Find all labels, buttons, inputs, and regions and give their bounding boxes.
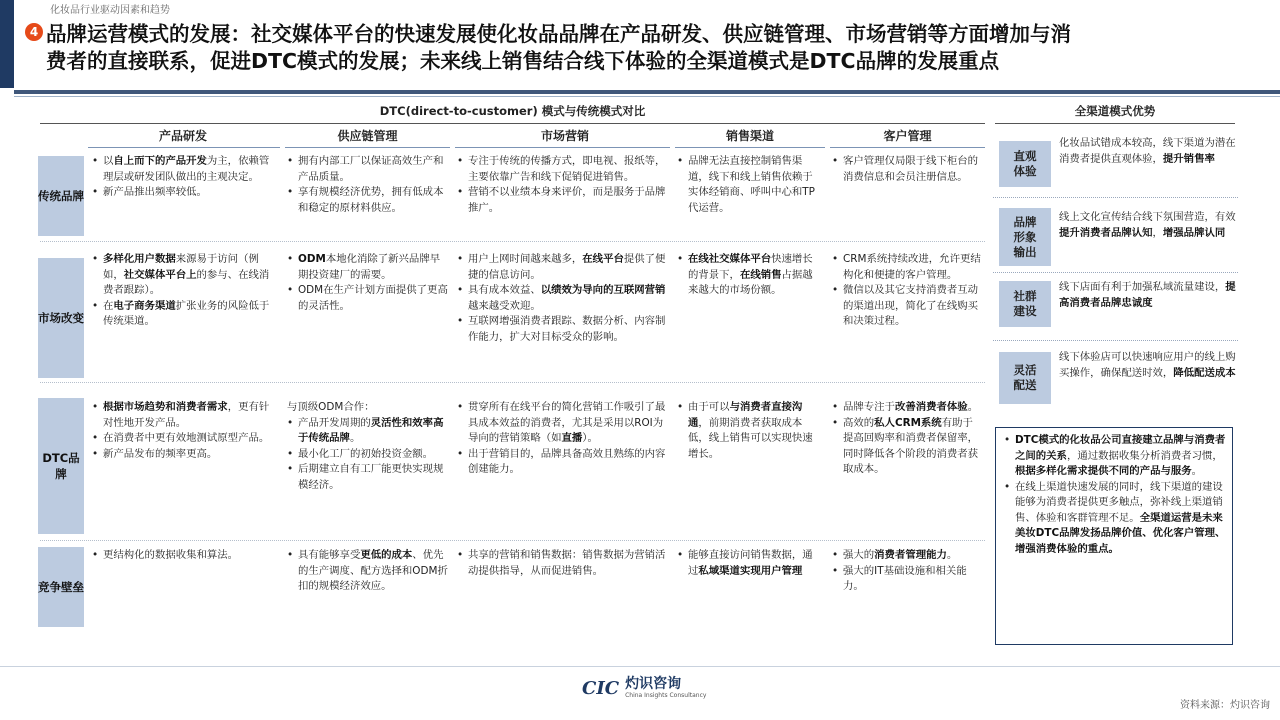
column-header-supply-chain: 供应链管理 xyxy=(337,129,398,143)
breadcrumb: 化妆品行业驱动因素和趋势 xyxy=(50,5,170,16)
advantage-separator xyxy=(993,272,1238,273)
advantage-label-brand-image: 品牌形象输出 xyxy=(999,208,1051,266)
row-label-barrier: 竞争壁垒 xyxy=(38,547,84,627)
advantage-label-community: 社群建设 xyxy=(999,281,1051,327)
cell-barrier-marketing: • 共享的营销和销售数据：销售数据为营销活动提供指导，从而促进销售。 xyxy=(457,548,669,579)
cell-traditional-supply-chain: • 拥有内部工厂以保证高效生产和产品质量。 • 享有规模经济优势，拥有低成本和稳定的原材料供应。 xyxy=(287,154,450,216)
advantages-title-rule xyxy=(995,123,1235,124)
advantage-separator xyxy=(993,340,1238,341)
table-title-rule xyxy=(40,123,985,124)
cell-change-product-rd: • 多样化用户数据来源易于访问（例如，社交媒体平台上的参与、在线消费者跟踪）。 • 在电子商务渠道扩张业务的风险低于传统渠道。 xyxy=(92,252,278,330)
cell-traditional-customer-mgmt: • 客户管理仅局限于线下柜台的消费信息和会员注册信息。 xyxy=(832,154,982,185)
column-header-underline xyxy=(675,147,825,148)
cell-barrier-customer-mgmt: • 强大的消费者管理能力。 • 强大的IT基础设施和相关能力。 xyxy=(832,548,982,595)
source-note: 资料来源：灼识咨询 xyxy=(1180,700,1270,711)
cell-barrier-supply-chain: • 具有能够享受更低的成本、优先的生产调度、配方选择和ODM折扣的规模经济效应。 xyxy=(287,548,450,595)
cell-change-customer-mgmt: • CRM系统持续改进，允许更结构化和便捷的客户管理。 • 微信以及其它支持消费者互动的渠道出现，简化了在线购买和决策过程。 xyxy=(832,252,982,330)
advantage-text-experience: 化妆品试错成本较高，线下渠道为潜在消费者提供直观体验，提升销售率 xyxy=(1059,137,1236,165)
cell-traditional-product-rd: • 以自上而下的产品开发为主，依赖管理层或研发团队做出的主观决定。 • 新产品推出频率较低。 xyxy=(92,154,278,201)
advantage-text-brand-image: 线上文化宣传结合线下氛围营造，有效提升消费者品牌认知，增强品牌认同 xyxy=(1059,211,1236,239)
row-label-traditional: 传统品牌 xyxy=(38,156,84,236)
advantage-label-delivery: 灵活配送 xyxy=(999,352,1051,404)
cell-dtc-customer-mgmt: • 品牌专注于改善消费者体验。 • 高效的私人CRM系统有助于提高回购率和消费者保留率，同时降低各个阶段的消费者获取成本。 xyxy=(832,400,982,478)
cell-dtc-product-rd: • 根据市场趋势和消费者需求，更有针对性地开发产品。 • 在消费者中更有效地测试原型产品。 • 新产品发布的频率更高。 xyxy=(92,400,278,462)
cell-change-marketing: • 用户上网时间越来越多，在线平台提供了便捷的信息访问。 • 具有成本效益、以绩效为导向的互联网营销越来越受欢迎。 • 互联网增强消费者跟踪、数据分析、内容制作能力，扩大对目标受众的影响。 xyxy=(457,252,669,345)
column-header-underline xyxy=(88,147,280,148)
header-divider-thin xyxy=(14,96,1280,97)
row-separator xyxy=(40,241,985,242)
column-header-underline xyxy=(455,147,670,148)
column-header-underline xyxy=(285,147,450,148)
cell-barrier-product-rd: • 更结构化的数据收集和算法。 xyxy=(92,548,278,564)
cell-barrier-sales-channel: • 能够直接访问销售数据，通过私域渠道实现用户管理 xyxy=(677,548,823,579)
cell-change-supply-chain: • ODM本地化消除了新兴品牌早期投资建厂的需要。 • ODM在生产计划方面提供了更高的灵活性。 xyxy=(287,252,450,314)
page-title-line-2: 费者的直接联系，促进DTC模式的发展；未来线上销售结合线下体验的全渠道模式是DTC品牌的发展重点 xyxy=(46,49,1000,73)
advantage-separator xyxy=(993,197,1238,198)
column-header-sales-channel: 销售渠道 xyxy=(725,129,774,143)
header-divider xyxy=(14,90,1280,94)
logo-chinese-name: 灼识咨询 xyxy=(625,676,682,692)
row-separator xyxy=(40,382,985,383)
logo-english-name: China Insights Consultancy xyxy=(625,692,707,699)
advantages-title: 全渠道模式优势 xyxy=(1074,104,1156,118)
row-label-dtc: DTC品牌 xyxy=(38,398,84,534)
comparison-table-title: DTC(direct-to-customer) 模式与传统模式对比 xyxy=(379,104,646,118)
page-title-line-1: 品牌运营模式的发展：社交媒体平台的快速发展使化妆品品牌在产品研发、供应链管理、市场营销等方面增加与消 xyxy=(46,22,1071,46)
row-separator xyxy=(40,540,985,541)
advantage-text-delivery: 线下体验店可以快速响应用户的线上购买操作，确保配送时效，降低配送成本 xyxy=(1059,351,1236,379)
column-header-customer-mgmt: 客户管理 xyxy=(883,129,932,143)
column-header-marketing: 市场营销 xyxy=(540,129,589,143)
summary-box: • DTC模式的化妆品公司直接建立品牌与消费者之间的关系，通过数据收集分析消费者习惯，根据多样化需求提供不同的产品与服务。 • 在线上渠道快速发展的同时，线下渠道的建设能够为消费者提供更多触点，弥补线上渠道销售、体验和客群管理不足。全渠道运营是未来美妆DTC品牌发扬品牌价值、优化客户管理、增强消费体验的重点。 xyxy=(995,427,1233,645)
cell-dtc-sales-channel: • 由于可以与消费者直接沟通，前期消费者获取成本低，线上销售可以实现快速增长。 xyxy=(677,400,823,462)
company-logo xyxy=(582,677,706,699)
footer-divider xyxy=(0,666,1280,667)
column-header-underline xyxy=(830,147,985,148)
advantage-label-experience: 直观体验 xyxy=(999,141,1051,187)
cell-change-sales-channel: • 在线社交媒体平台快速增长的背景下，在线销售占据越来越大的市场份额。 xyxy=(677,252,823,299)
logo-cic-text: CIC xyxy=(582,677,620,699)
row-label-market-change: 市场改变 xyxy=(38,258,84,378)
cell-traditional-marketing: • 专注于传统的传播方式，即电视、报纸等，主要依靠广告和线下促销促进销售。 • 营销不以业绩本身来评价，而是服务于品牌推广。 xyxy=(457,154,669,216)
section-number-badge: 4 xyxy=(25,23,43,41)
advantage-text-community: 线下店面有利于加强私域流量建设，提高消费者品牌忠诚度 xyxy=(1059,281,1236,309)
cell-dtc-supply-chain: 与顶级ODM合作： • 产品开发周期的灵活性和效率高于传统品牌。 • 最小化工厂的初始投资金额。 • 后期建立自有工厂能更快实现规模经济。 xyxy=(287,400,450,493)
cell-traditional-sales-channel: • 品牌无法直接控制销售渠道，线下和线上销售依赖于实体经销商、呼叫中心和TP代运营。 xyxy=(677,154,823,216)
cell-dtc-marketing: • 贯穿所有在线平台的简化营销工作吸引了最具成本效益的消费者，尤其是采用以ROI为导向的营销策略（如直播）。 • 出于营销目的，品牌具备高效且熟练的内容创建能力。 xyxy=(457,400,669,478)
left-accent-bar xyxy=(0,0,14,88)
column-header-product-rd: 产品研发 xyxy=(158,129,207,143)
